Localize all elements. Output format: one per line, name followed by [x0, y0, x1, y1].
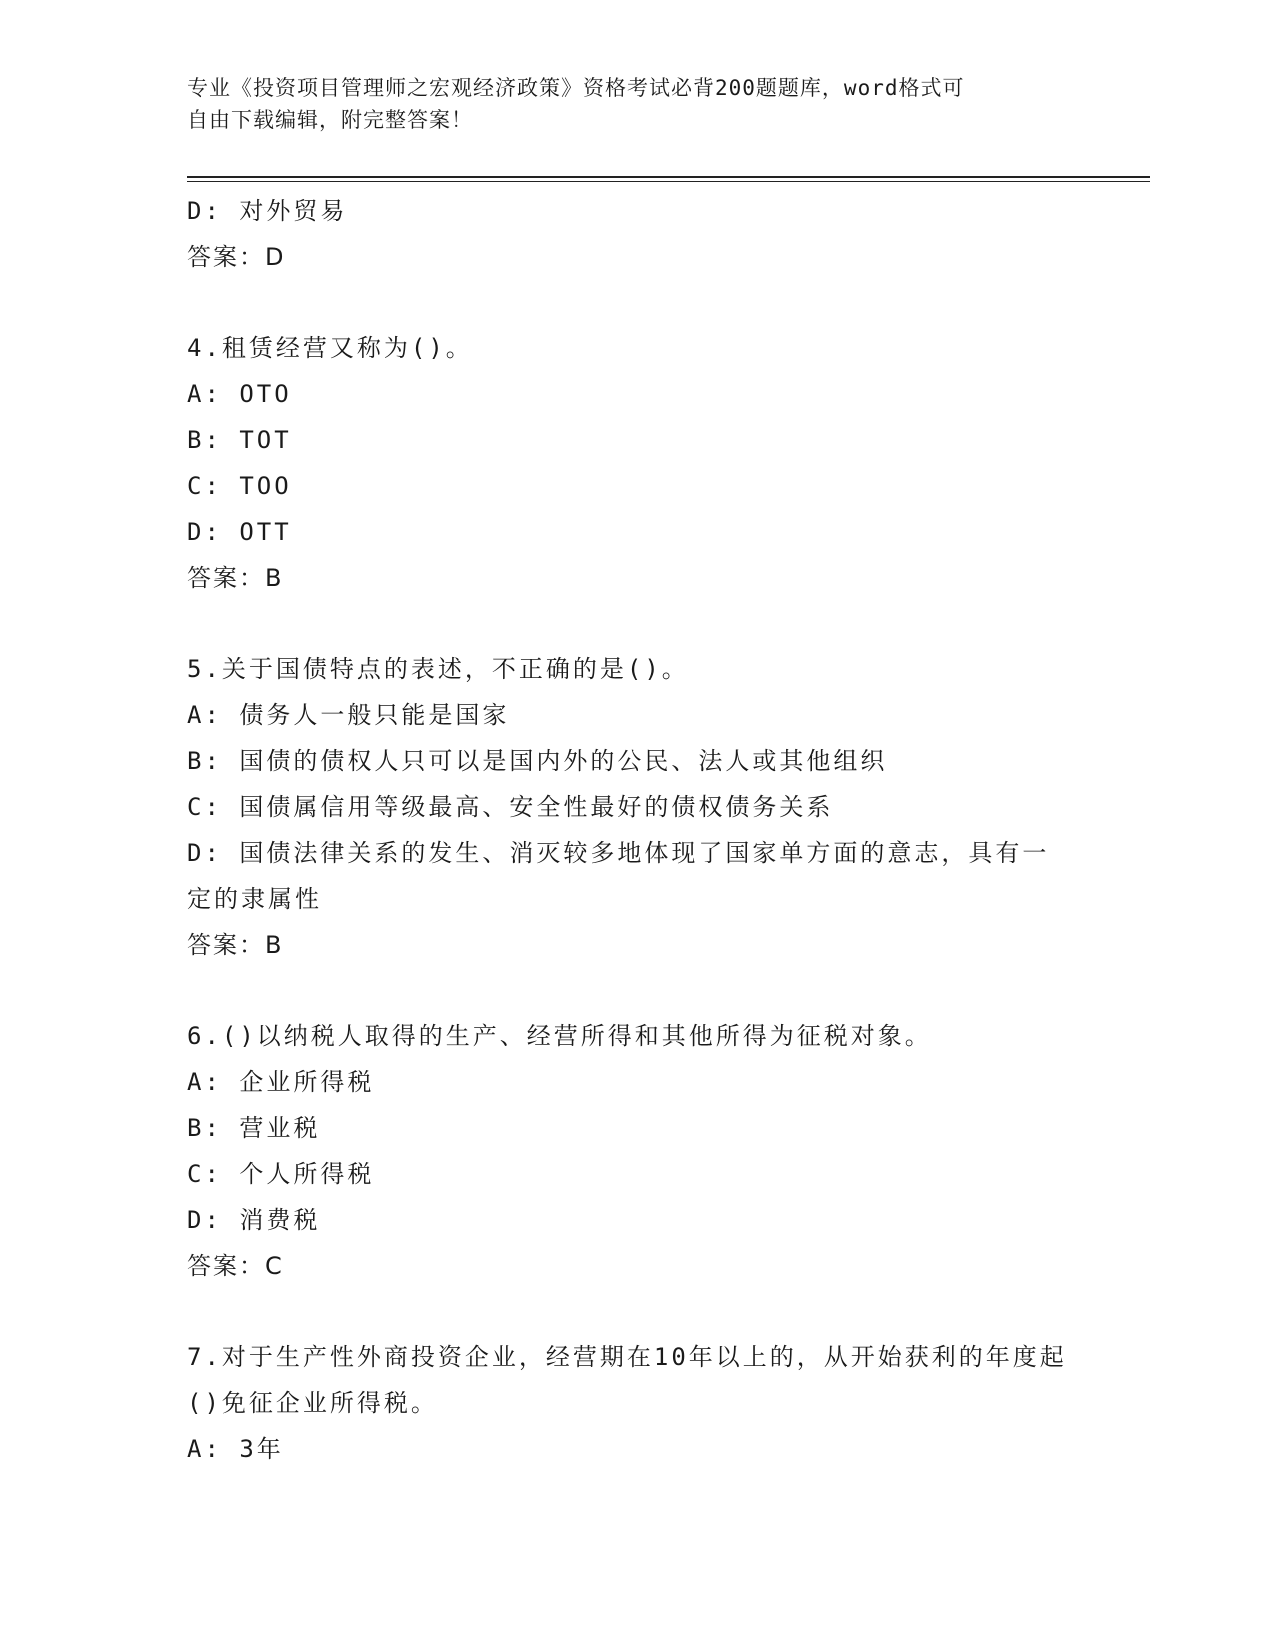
question-5: [187, 646, 1067, 968]
spacer: [187, 1289, 1067, 1334]
option-a: A: 3年: [187, 1435, 284, 1463]
carryover-option-d: D: 对外贸易: [187, 197, 348, 225]
answer: 答案：B: [187, 564, 284, 592]
answer: 答案：B: [187, 931, 284, 959]
question-stem: 4.租赁经营又称为()。: [187, 334, 473, 362]
spacer: [187, 968, 1067, 1013]
question-content: [187, 188, 1067, 1472]
option-b: B: 营业税: [187, 1114, 321, 1142]
option-b: B: TOT: [187, 426, 292, 454]
option-a: A: 企业所得税: [187, 1068, 375, 1096]
header-title-line-2: 自由下载编辑，附完整答案！: [187, 108, 473, 132]
option-c: C: 个人所得税: [187, 1160, 375, 1188]
option-c: C: 国债属信用等级最高、安全性最好的债权债务关系: [187, 793, 834, 821]
question-stem: 6.()以纳税人取得的生产、经营所得和其他所得为征税对象。: [187, 1022, 932, 1050]
option-d: D: 国债法律关系的发生、消灭较多地体现了国家单方面的意志，具有一定的隶属性: [187, 839, 1050, 913]
spacer: [187, 280, 1067, 325]
option-a: A: 债务人一般只能是国家: [187, 701, 510, 729]
header-title-line-1: 专业《投资项目管理师之宏观经济政策》资格考试必背200题题库，word格式可: [187, 76, 965, 100]
carryover-answer: 答案：D: [187, 243, 286, 271]
question-7: [187, 1334, 1067, 1472]
option-b: B: 国债的债权人只可以是国内外的公民、法人或其他组织: [187, 747, 888, 775]
answer: 答案：C: [187, 1252, 284, 1280]
question-4: [187, 325, 1067, 601]
option-a: A: OTO: [187, 380, 292, 408]
option-d: D: OTT: [187, 518, 292, 546]
question-stem: 5.关于国债特点的表述，不正确的是()。: [187, 655, 689, 683]
option-c: C: TOO: [187, 472, 292, 500]
document-header: [187, 72, 1067, 136]
header-divider-thick: [187, 176, 1150, 178]
question-stem: 7.对于生产性外商投资企业，经营期在10年以上的，从开始获利的年度起()免征企业所得税。: [187, 1343, 1067, 1417]
option-d: D: 消费税: [187, 1206, 321, 1234]
header-divider-thin: [187, 181, 1150, 182]
spacer: [187, 601, 1067, 646]
question-6: [187, 1013, 1067, 1289]
